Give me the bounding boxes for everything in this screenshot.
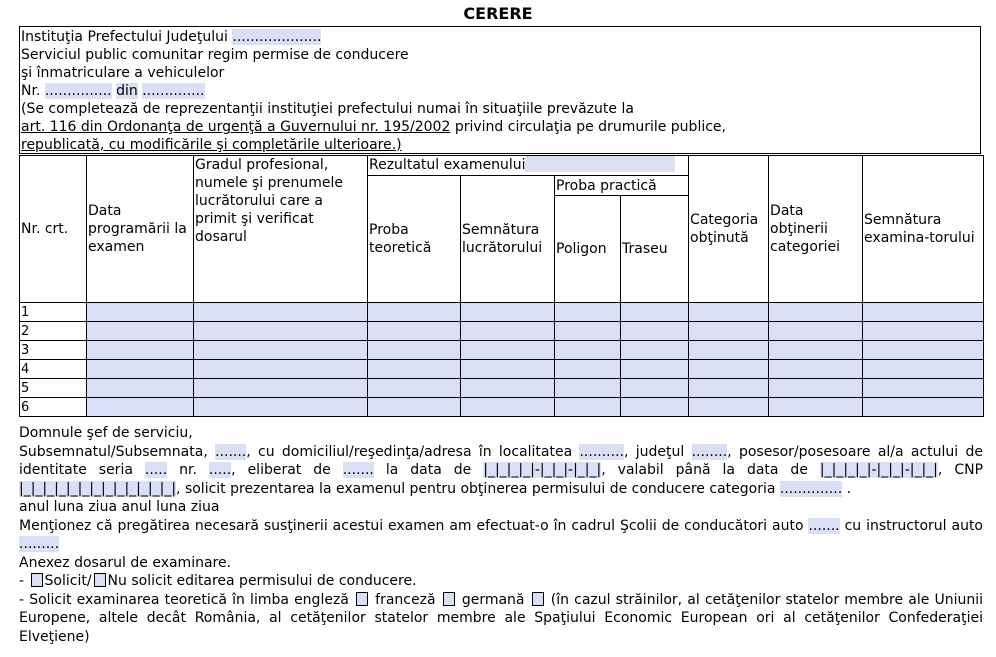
table-cell[interactable] xyxy=(461,341,555,360)
text: germană xyxy=(461,591,525,608)
header-line-2: Serviciul public comunitar regim permise de conducere xyxy=(21,47,409,63)
table-cell[interactable] xyxy=(87,360,194,379)
table-cell[interactable] xyxy=(621,341,689,360)
table-cell[interactable] xyxy=(368,360,461,379)
table-cell[interactable] xyxy=(769,303,863,322)
table-cell[interactable] xyxy=(194,322,368,341)
col-poligon: Poligon xyxy=(555,196,621,303)
name-field[interactable]: ....... xyxy=(215,443,247,460)
language-option-line xyxy=(19,591,983,647)
issue-date-field[interactable]: |_|_|_|_|-|_|_|-|_|_| xyxy=(483,462,602,478)
col-rezultatul-examenului xyxy=(368,156,689,176)
annex-line: Anexez dosarul de examinare. xyxy=(19,554,232,571)
text: franceză xyxy=(375,591,436,608)
header-nr-line xyxy=(21,82,979,100)
table-cell[interactable] xyxy=(689,398,769,417)
table-cell[interactable] xyxy=(461,322,555,341)
text: la data de xyxy=(373,462,472,478)
table-cell[interactable] xyxy=(769,379,863,398)
french-checkbox[interactable] xyxy=(443,592,455,606)
text: - xyxy=(19,573,29,589)
category-field[interactable]: .............. xyxy=(779,480,843,497)
col-nr-crt: Nr. crt. xyxy=(20,156,87,303)
table-cell[interactable] xyxy=(621,360,689,379)
text: , solicit prezentarea la examenul pentru obţinerea permisului de conducere categoria xyxy=(176,480,776,497)
table-cell[interactable] xyxy=(863,398,984,417)
table-cell[interactable] xyxy=(555,341,621,360)
text: , cu domiciliul/reşedinţa/adresa în localitatea xyxy=(246,443,573,460)
col-semnatura-lucratorului: Semnătura lucrătorului xyxy=(461,176,555,303)
table-cell[interactable] xyxy=(769,341,863,360)
table-cell[interactable] xyxy=(621,303,689,322)
table-cell[interactable] xyxy=(621,322,689,341)
table-cell[interactable] xyxy=(769,322,863,341)
table-cell[interactable] xyxy=(689,341,769,360)
row-number: 6 xyxy=(20,398,87,417)
header-note-3[interactable]: republicată, cu modificările şi completările ulterioare.) xyxy=(21,137,402,153)
table-cell[interactable] xyxy=(368,341,461,360)
institution-field[interactable]: .................... xyxy=(232,29,322,45)
text: Menţionez că pregătirea necesară susţinerii acestui examen am efectuat-o în cadrul Şcolii de conducători auto xyxy=(19,517,804,534)
table-row xyxy=(20,379,984,398)
table-row xyxy=(20,322,984,341)
greeting: Domnule şef de serviciu, xyxy=(19,425,193,441)
din-label: din xyxy=(116,83,138,99)
col-categoria-obtinuta: Categoria obţinută xyxy=(689,156,769,303)
table-cell[interactable] xyxy=(194,303,368,322)
text: Subsemnatul/Subsemnata, xyxy=(19,443,208,460)
row-number: 3 xyxy=(20,341,87,360)
text: , CNP xyxy=(937,462,984,478)
din-field[interactable]: .............. xyxy=(142,83,205,99)
text: (în cazul străinilor, al cetăţenilor statelor membre ale Uniunii Europene, altele decât România, al cetăţenilor statelor membre ale Spaţiului Economic European ori al cetăţenilor Confederaţiei Elveţiene) xyxy=(19,591,984,645)
table-cell[interactable] xyxy=(87,398,194,417)
id-number-field[interactable]: ..... xyxy=(208,462,232,478)
school-field[interactable]: ....... xyxy=(808,517,840,534)
text: Nu solicit editarea permisului de conducere. xyxy=(107,573,417,589)
ordinance-link[interactable]: art. 116 din Ordonanţa de urgenţă a Guvernului nr. 195/2002 xyxy=(21,119,451,135)
table-cell[interactable] xyxy=(555,322,621,341)
row-number: 5 xyxy=(20,379,87,398)
table-cell[interactable] xyxy=(555,379,621,398)
solicit-checkbox[interactable] xyxy=(31,573,43,587)
table-cell[interactable] xyxy=(863,303,984,322)
applicant-paragraph xyxy=(19,443,983,499)
rezultat-label: Rezultatul examenului xyxy=(369,157,526,173)
text: cu instructorul auto xyxy=(839,517,983,534)
text: Solicit/ xyxy=(44,573,92,589)
license-option-line xyxy=(19,572,983,591)
nr-label: Nr. xyxy=(21,83,41,99)
nu-solicit-checkbox[interactable] xyxy=(94,573,106,587)
text: nr. xyxy=(167,462,197,478)
table-cell[interactable] xyxy=(769,398,863,417)
table-cell[interactable] xyxy=(368,379,461,398)
col-traseu: Traseu xyxy=(621,196,689,303)
table-cell[interactable] xyxy=(863,322,984,341)
table-cell[interactable] xyxy=(461,398,555,417)
header-line-1 xyxy=(21,28,979,46)
text: , posesor/posesoare al/a actului de identitate seria xyxy=(19,443,983,478)
table-cell[interactable] xyxy=(194,379,368,398)
school-paragraph xyxy=(19,517,983,554)
german-checkbox[interactable] xyxy=(532,592,544,606)
header-line-3: şi înmatriculare a vehiculelor xyxy=(21,65,225,81)
exam-results-table xyxy=(19,155,984,417)
col-gradul-profesional: Gradul profesional, numele şi prenumele lucrătorului care a primit şi verificat dosarul xyxy=(194,156,368,303)
id-series-field[interactable]: ..... xyxy=(144,462,168,478)
locality-field[interactable]: .......... xyxy=(579,443,624,460)
document-title: CERERE xyxy=(463,4,533,23)
table-cell[interactable] xyxy=(689,322,769,341)
table-cell[interactable] xyxy=(863,360,984,379)
col-data-obtinerii: Data obţinerii categoriei xyxy=(769,156,863,303)
table-row xyxy=(20,303,984,322)
table-cell[interactable] xyxy=(87,303,194,322)
table-cell[interactable] xyxy=(689,303,769,322)
nr-field[interactable]: ............... xyxy=(44,83,112,99)
table-cell[interactable] xyxy=(863,379,984,398)
row-number: 1 xyxy=(20,303,87,322)
table-cell[interactable] xyxy=(689,360,769,379)
table-row xyxy=(20,398,984,417)
rezultat-fill xyxy=(525,156,675,172)
table-cell[interactable] xyxy=(621,379,689,398)
table-cell[interactable] xyxy=(461,379,555,398)
table-cell[interactable] xyxy=(87,379,194,398)
col-semnatura-examinatorului: Semnătura examina-torului xyxy=(863,156,984,303)
institution-header-box xyxy=(19,26,981,154)
county-field[interactable]: ........ xyxy=(691,443,728,460)
request-body xyxy=(19,424,983,646)
text: - Solicit examinarea teoretică în limba engleză xyxy=(19,591,349,608)
text: , judeţul xyxy=(624,443,685,460)
header-note-2 xyxy=(21,118,979,136)
col-proba-practica: Proba practică xyxy=(555,176,689,196)
valid-until-field[interactable]: |_|_|_|_|-|_|_|-|_|_| xyxy=(819,462,938,478)
english-checkbox[interactable] xyxy=(356,592,368,606)
table-cell[interactable] xyxy=(194,360,368,379)
cnp-field[interactable]: |_|_|_|_|_|_|_|_|_|_|_|_|_| xyxy=(19,480,177,497)
col-data-programarii: Data programării la examen xyxy=(87,156,194,303)
date-legend: anul luna ziua anul luna ziua xyxy=(19,499,220,515)
table-cell[interactable] xyxy=(461,360,555,379)
table-cell[interactable] xyxy=(555,303,621,322)
text: , eliberat de xyxy=(231,462,331,478)
table-row xyxy=(20,341,984,360)
table-cell[interactable] xyxy=(194,398,368,417)
text: , valabil până la data de xyxy=(601,462,808,478)
table-row xyxy=(20,360,984,379)
table-cell[interactable] xyxy=(87,341,194,360)
note-text: privind circulaţia pe drumurile publice, xyxy=(450,119,726,135)
table-cell[interactable] xyxy=(555,360,621,379)
table-cell[interactable] xyxy=(368,303,461,322)
table-cell[interactable] xyxy=(368,398,461,417)
col-proba-teoretica: Proba teoretică xyxy=(368,176,461,303)
table-cell[interactable] xyxy=(87,322,194,341)
institution-label: Instituţia Prefectului Judeţului xyxy=(21,29,228,45)
table-cell[interactable] xyxy=(621,398,689,417)
header-note-1: (Se completează de reprezentanţii instituţiei prefectului numai în situaţiile prevăzute la xyxy=(21,101,634,117)
table-cell[interactable] xyxy=(368,322,461,341)
issued-by-field[interactable]: ....... xyxy=(342,462,374,478)
text: . xyxy=(842,480,852,497)
table-cell[interactable] xyxy=(689,379,769,398)
table-cell[interactable] xyxy=(555,398,621,417)
table-cell[interactable] xyxy=(769,360,863,379)
row-number: 2 xyxy=(20,322,87,341)
instructor-field[interactable]: ......... xyxy=(19,536,60,552)
table-cell[interactable] xyxy=(194,341,368,360)
table-cell[interactable] xyxy=(863,341,984,360)
row-number: 4 xyxy=(20,360,87,379)
table-cell[interactable] xyxy=(461,303,555,322)
